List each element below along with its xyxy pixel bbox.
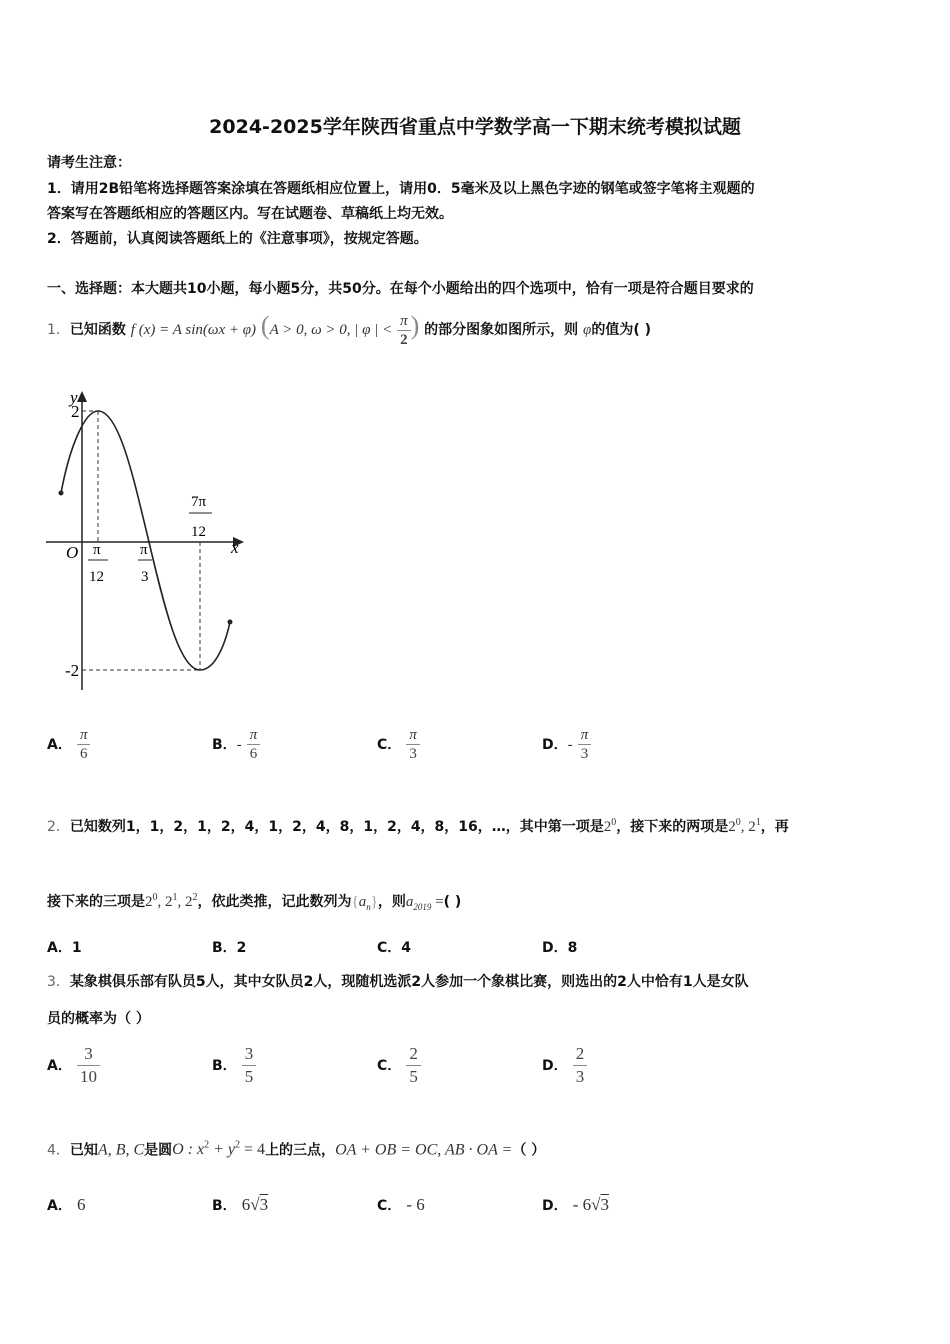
three-terms: $2^0$, $2^1$, $2^2$ — [145, 892, 198, 910]
condition-fraction: $\frac{\pi}{2}$ — [397, 312, 411, 349]
q2-option-a[interactable]: A．1 — [47, 940, 82, 956]
option-fraction: $\frac{\pi}{3}$ — [578, 726, 592, 763]
tick-pi-3-den: 3 — [141, 569, 149, 585]
notice-line-2: 2．答题前，认真阅读答题纸上的《注意事项》，按规定答题。 — [47, 231, 428, 247]
tick-pi-12-den: 12 — [89, 569, 104, 585]
option-fraction: $\frac{\pi}{6}$ — [247, 726, 261, 763]
question-1: 1．已知函数 f (x) = A sin(ωx + φ) (A > 0, ω > 0, | φ | < $\frac{\pi}{2}$ ) 的部分图象如图所示，则 φ的值为( ) — [47, 311, 652, 348]
q3-options — [47, 1040, 907, 1090]
vector-condition: OA + OB = OC, AB · OA = — [335, 1141, 513, 1159]
sequence-notation: $\{a_n\}$ — [351, 894, 378, 912]
curve-end-point — [228, 620, 233, 625]
tick-7pi-12-den: 12 — [191, 524, 206, 540]
option-fraction: $\frac{\pi}{3}$ — [406, 726, 420, 763]
option-fraction: $\frac{\pi}{6}$ — [77, 726, 91, 763]
first-term: $2^0$ — [603, 817, 617, 835]
question-text: 已知函数 — [69, 322, 126, 338]
tick-pi-12-num: π — [93, 542, 101, 558]
question-number: 2． — [47, 819, 70, 835]
sine-curve — [61, 411, 230, 670]
q4-option-d[interactable]: D． - 6√3 — [542, 1195, 609, 1214]
q3-option-c[interactable]: C． $\frac{2}{5}$ — [377, 1040, 421, 1090]
question-number: 1． — [47, 322, 70, 338]
tick-7pi-12-num: 7π — [191, 494, 207, 510]
option-fraction: $\frac{2}{5}$ — [406, 1043, 421, 1088]
x-axis-label: x — [231, 538, 239, 557]
sqrt-icon: √ — [591, 1195, 601, 1214]
function-graph — [40, 385, 260, 695]
curve-start-point — [59, 491, 64, 496]
section-heading: 一、选择题：本大题共10小题，每小题5分，共50分。在每个小题给出的四个选项中，恰有一项是符合题目要求的 — [47, 281, 754, 297]
tick-pi-3-num: π — [140, 542, 148, 558]
points-abc: A, B, C — [97, 1141, 145, 1159]
question-2-line-2 — [47, 880, 461, 916]
y-min-label: -2 — [65, 661, 80, 680]
q3-option-d[interactable]: D． $\frac{2}{3}$ — [542, 1040, 587, 1090]
question-text: （ ） — [512, 1142, 546, 1159]
notice-line-1b: 答案写在答题纸相应的答题区内。写在试题卷、草稿纸上均无效。 — [47, 206, 453, 222]
q1-options — [47, 720, 907, 768]
question-4 — [47, 1128, 545, 1164]
y-axis-arrow — [77, 391, 87, 402]
question-text: ，依此类推，记此数列为 — [197, 894, 352, 910]
question-text: ，接下来的两项是 — [616, 819, 729, 835]
q1-option-b[interactable]: B．- $\frac{\pi}{6}$ — [212, 720, 260, 768]
question-text-suffix: 的部分图象如图所示，则 — [424, 322, 579, 338]
circle-equation: O : $x^2 + y^2 = 4$ — [172, 1140, 266, 1159]
question-number: 3． — [47, 974, 70, 990]
q3-option-a[interactable]: A． $\frac{3}{10}$ — [47, 1040, 100, 1090]
sqrt-icon: √ — [250, 1195, 260, 1214]
q2-option-b[interactable]: B．2 — [212, 940, 247, 956]
question-3-line-1 — [47, 971, 749, 991]
y-max-label: 2 — [71, 402, 80, 421]
notice-line-1: 1．请用2B铅笔将选择题答案涂填在答题纸相应位置上，请用0．5毫米及以上黑色字迹的钢笔或签字笔将主观题的 — [47, 181, 755, 197]
q2-option-d[interactable]: D．8 — [542, 940, 578, 956]
question-2-line-1 — [47, 805, 789, 841]
condition-expression: A > 0, ω > 0, | φ | < — [269, 322, 393, 338]
two-terms: $2^0$, $2^1$ — [728, 817, 761, 835]
option-fraction: $\frac{3}{5}$ — [242, 1043, 257, 1088]
question-3-line-2: 员的概率为（ ） — [47, 1011, 150, 1027]
question-text: 上的三点， — [265, 1142, 336, 1159]
question-text: ( ) — [443, 894, 462, 910]
question-number: 4． — [47, 1142, 70, 1159]
option-fraction: $\frac{3}{10}$ — [77, 1043, 100, 1088]
q1-option-a[interactable]: A． $\frac{\pi}{6}$ — [47, 720, 90, 768]
function-expression: f (x) = A sin(ωx + φ) — [130, 322, 257, 338]
a-2019: $a_{2019}$ = — [405, 894, 444, 912]
q4-option-c[interactable]: C． - 6 — [377, 1195, 425, 1214]
y-axis-label: y — [70, 388, 78, 407]
question-text: ，再 — [760, 819, 789, 835]
q4-option-b[interactable]: B． 6√3 — [212, 1195, 269, 1214]
question-text: 接下来的三项是 — [47, 894, 145, 910]
page-title: 2024-2025学年陕西省重点中学数学高一下期末统考模拟试题 — [209, 116, 741, 138]
question-text: 某象棋俱乐部有队员5人，其中女队员2人，现随机选派2人参加一个象棋比赛，则选出的2人中恰有1人是女队 — [69, 974, 749, 990]
question-text-suffix-2: 的值为( ) — [591, 322, 652, 338]
q4-option-a[interactable]: A． 6 — [47, 1195, 86, 1214]
option-fraction: $\frac{2}{3}$ — [573, 1043, 588, 1088]
q1-option-c[interactable]: C． $\frac{\pi}{3}$ — [377, 720, 420, 768]
question-text: ，则 — [377, 894, 406, 910]
question-text: 已知数列1，1，2，1，2，4，1，2，4，8，1，2，4，8，16，…，其中第一项是 — [69, 819, 604, 835]
q3-option-b[interactable]: B． $\frac{3}{5}$ — [212, 1040, 256, 1090]
origin-label: O — [66, 543, 79, 562]
question-text: 已知 — [69, 1142, 98, 1159]
phi-symbol: φ — [583, 322, 592, 338]
q1-option-d[interactable]: D．- $\frac{\pi}{3}$ — [542, 720, 591, 768]
question-text: 是圆 — [144, 1142, 173, 1159]
q2-option-c[interactable]: C．4 — [377, 940, 412, 956]
notice-heading: 请考生注意： — [47, 155, 131, 171]
